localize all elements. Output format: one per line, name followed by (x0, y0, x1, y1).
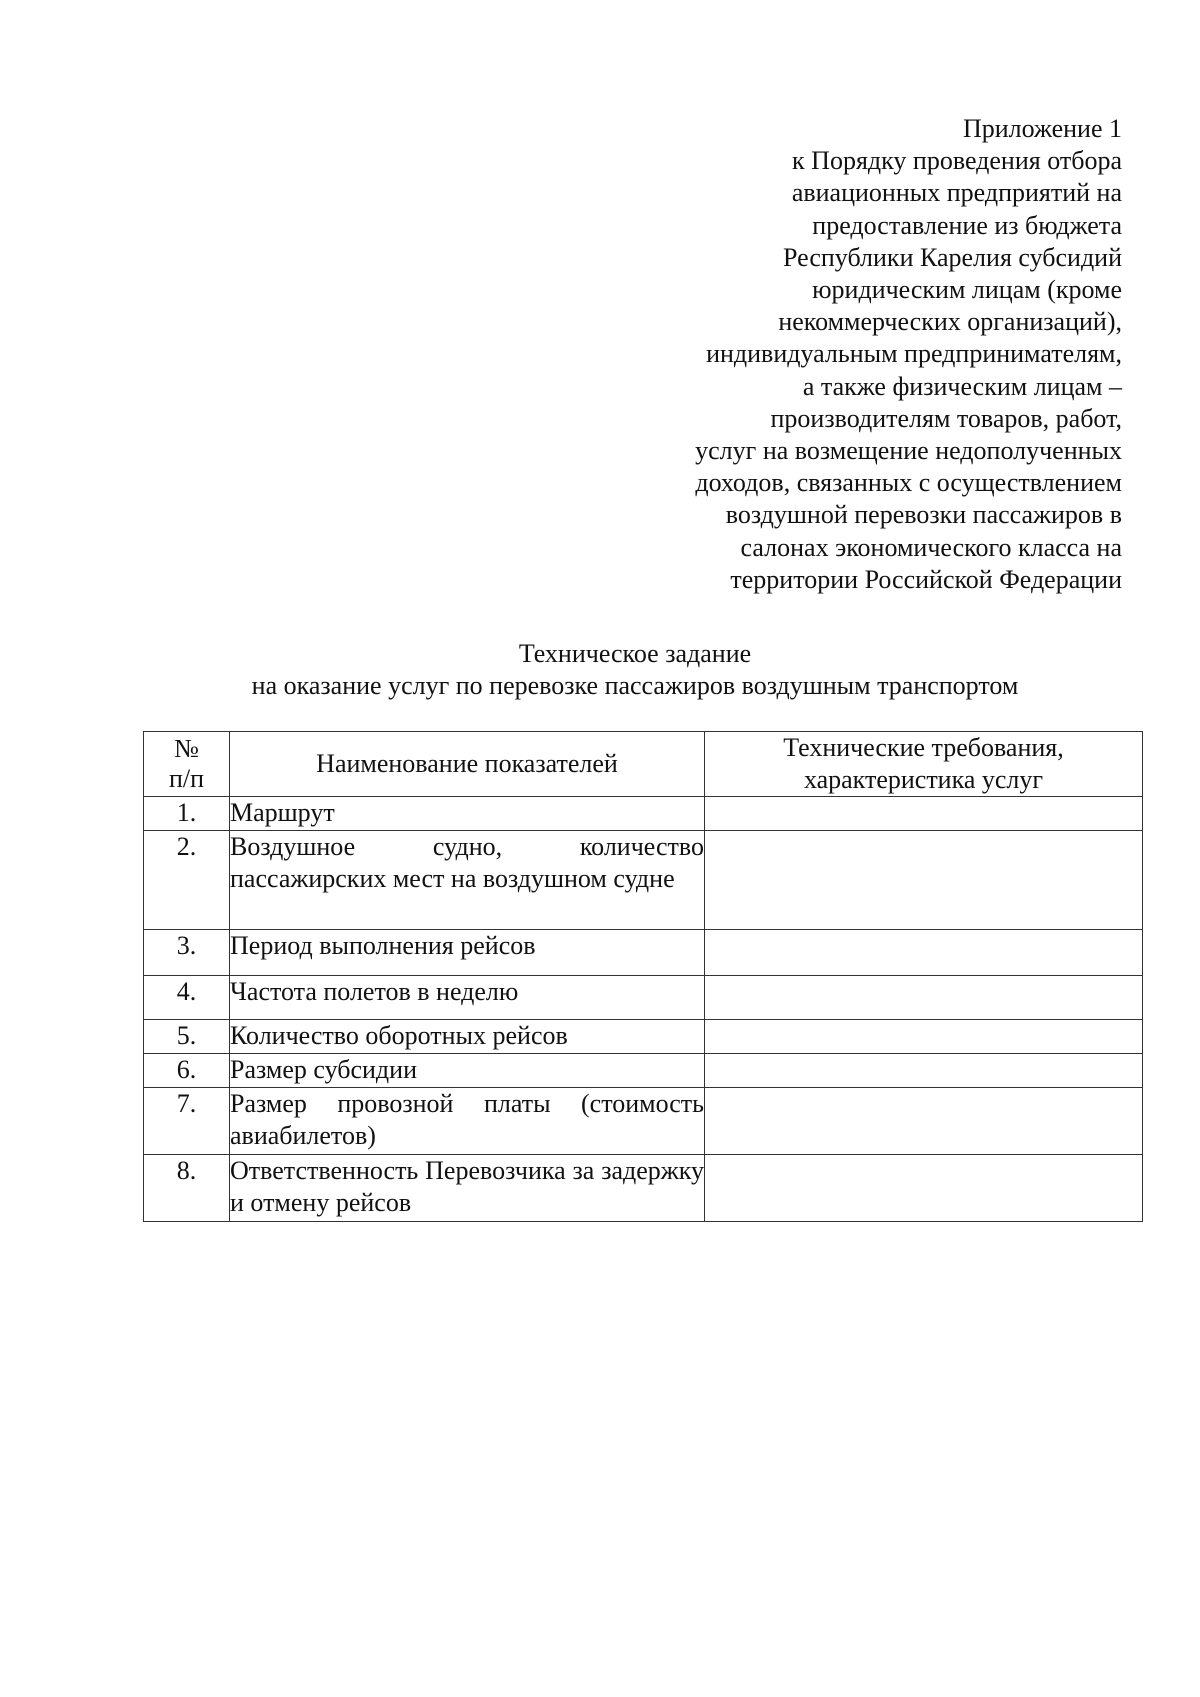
appendix-reference-block (562, 113, 1122, 596)
table-row (144, 1154, 1143, 1221)
row-indicator: Количество оборотных рейсов (230, 1019, 705, 1053)
appendix-line: авиационных предприятий на (791, 178, 1122, 208)
row-requirement-cell[interactable] (705, 975, 1143, 1019)
appendix-line: производителям товаров, работ, (770, 403, 1122, 433)
row-number: 2. (144, 830, 230, 929)
appendix-line: к Порядку проведения отбора (792, 146, 1122, 176)
row-indicator: Маршрут (230, 797, 705, 831)
appendix-line: предоставление из бюджета (812, 210, 1122, 240)
row-number: 5. (144, 1019, 230, 1053)
row-requirement-cell[interactable] (705, 797, 1143, 831)
row-indicator: Размер субсидии (230, 1053, 705, 1087)
header-requirements (705, 732, 1143, 797)
row-number: 7. (144, 1087, 230, 1154)
row-number: 1. (144, 797, 230, 831)
table-header-row (144, 732, 1143, 797)
header-number-symbol: № (174, 734, 199, 763)
row-number: 4. (144, 975, 230, 1019)
table-row (144, 1053, 1143, 1087)
appendix-line: Республики Карелия субсидий (783, 242, 1122, 272)
row-indicator: Размер провозной платы (стоимость авиабилетов) (230, 1087, 705, 1154)
row-indicator: Ответственность Перевозчика за задержку и отмену рейсов (230, 1154, 705, 1221)
document-title: Техническое задание (518, 639, 752, 668)
row-indicator: Частота полетов в неделю (230, 975, 705, 1019)
header-number-abbrev: п/п (168, 764, 205, 793)
header-indicator-name: Наименование показателей (230, 732, 705, 797)
row-number: 8. (144, 1154, 230, 1221)
row-requirement-cell[interactable] (705, 830, 1143, 929)
appendix-line: некоммерческих организаций), (778, 307, 1122, 337)
row-requirement-cell[interactable] (705, 1154, 1143, 1221)
header-requirements-line2: характеристика услуг (803, 765, 1044, 794)
row-requirement-cell[interactable] (705, 929, 1143, 975)
row-requirement-cell[interactable] (705, 1053, 1143, 1087)
technical-spec-table (143, 731, 1143, 1222)
table-row (144, 830, 1143, 929)
document-subtitle: на оказание услуг по перевозке пассажиров воздушным транспортом (251, 671, 1019, 700)
row-number: 3. (144, 929, 230, 975)
appendix-line: Приложение 1 (962, 114, 1122, 143)
row-requirement-cell[interactable] (705, 1019, 1143, 1053)
header-requirements-line1: Технические требования, (783, 733, 1064, 762)
appendix-line: а также физическим лицам – (802, 371, 1122, 401)
table-row (144, 797, 1143, 831)
appendix-line: доходов, связанных с осуществлением (695, 468, 1122, 498)
row-indicator: Период выполнения рейсов (230, 929, 705, 975)
row-indicator: Воздушное судно, количество пассажирских мест на воздушном судне (230, 830, 705, 929)
header-number (144, 732, 230, 797)
row-number: 6. (144, 1053, 230, 1087)
table-row (144, 1019, 1143, 1053)
row-requirement-cell[interactable] (705, 1087, 1143, 1154)
appendix-line: юридическим лицам (кроме (812, 275, 1122, 305)
table-row (144, 1087, 1143, 1154)
document-heading (0, 638, 1200, 702)
table-row (144, 975, 1143, 1019)
appendix-line: индивидуальным предпринимателям, (706, 339, 1122, 369)
appendix-line: услуг на возмещение недополученных (695, 436, 1122, 466)
appendix-line: салонах экономического класса на (740, 532, 1122, 562)
appendix-line: территории Российской Федерации (730, 564, 1122, 594)
appendix-line: воздушной перевозки пассажиров в (725, 500, 1122, 530)
table-row (144, 929, 1143, 975)
